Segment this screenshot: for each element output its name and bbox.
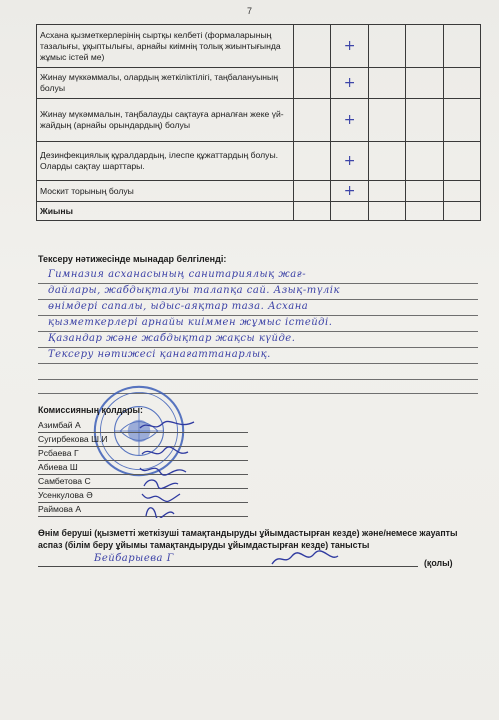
mark-cell — [330, 68, 368, 99]
commission-member: Самбетова С — [38, 476, 248, 489]
table-row — [37, 181, 481, 202]
empty-cell — [293, 68, 330, 99]
empty-cell — [406, 181, 443, 202]
commission-member: Азимбай А — [38, 420, 248, 433]
commission-member: Абиева Ш — [38, 462, 248, 475]
empty-cell — [369, 25, 406, 68]
empty-cell — [406, 202, 443, 221]
empty-cell — [330, 202, 368, 221]
ruled-line — [38, 283, 478, 284]
empty-cell — [406, 99, 443, 142]
empty-cell — [293, 181, 330, 202]
ruled-line — [38, 363, 478, 364]
producer-handwritten-name: Бейбарыева Г — [94, 553, 174, 564]
empty-cell — [406, 142, 443, 181]
empty-cell — [443, 142, 480, 181]
empty-cell — [443, 68, 480, 99]
signature-icon — [138, 504, 198, 518]
commission-heading: Комиссияның қолдары: — [38, 405, 143, 415]
mark-cell — [330, 99, 368, 142]
results-heading: Тексеру нәтижесінде мынадар белгіленді: — [38, 254, 227, 264]
criteria-table — [36, 24, 481, 221]
producer-signature-line — [38, 566, 418, 567]
ruled-line — [38, 315, 478, 316]
commission-member: Усенкулова Ә — [38, 490, 248, 503]
empty-cell — [443, 99, 480, 142]
plus-mark: + — [343, 37, 356, 54]
empty-cell — [369, 68, 406, 99]
handwritten-line: Гимназия асханасының санитариялық жағ- — [48, 269, 307, 280]
handwritten-line: дайлары, жабдықталуы талапқа сай. Азық-түлік — [48, 285, 340, 296]
empty-cell — [293, 202, 330, 221]
empty-cell — [369, 99, 406, 142]
empty-cell — [293, 25, 330, 68]
commission-member: Раймова А — [38, 504, 248, 517]
signature-label: (қолы) — [424, 558, 453, 568]
empty-cell — [293, 142, 330, 181]
empty-cell — [369, 202, 406, 221]
empty-cell — [293, 99, 330, 142]
empty-cell — [443, 202, 480, 221]
criteria-cell: Жинау мүккәммалы, олардың жеткіліктілігі, таңбалануының болуы — [37, 68, 294, 99]
commission-member: Рсбаева Г — [38, 448, 248, 461]
empty-cell — [443, 181, 480, 202]
empty-cell — [406, 68, 443, 99]
handwritten-line: өнімдері сапалы, ыдыс-аяқтар таза. Асхана — [48, 301, 309, 312]
plus-mark: + — [343, 111, 356, 128]
empty-cell — [369, 181, 406, 202]
ruled-line — [38, 299, 478, 300]
table-row — [37, 142, 481, 181]
table-row — [37, 68, 481, 99]
criteria-cell: Дезинфекциялық құралдардың, ілеспе құжаттардың болуы. Оларды сақтау шарттары. — [37, 142, 294, 181]
mark-cell — [330, 25, 368, 68]
signature-icon — [138, 446, 198, 460]
criteria-cell: Москит торының болуы — [37, 181, 294, 202]
criteria-cell: Жинау мүкәммалын, таңбалауды сақтауға арналған жеке үй-жайдың (арнайы орындардың) болуы — [37, 99, 294, 142]
page-number: 7 — [246, 6, 252, 16]
mark-cell — [330, 181, 368, 202]
signature-icon — [138, 490, 198, 504]
handwritten-line: қызметкерлері арнайы киіммен жұмыс істейді. — [48, 317, 333, 328]
mark-cell — [330, 142, 368, 181]
total-label: Жиыны — [37, 202, 294, 221]
handwritten-line: Қазандар және жабдықтар жақсы күйде. — [48, 333, 296, 344]
plus-mark: + — [343, 182, 356, 199]
producer-statement: Өнім беруші (қызметті жеткізуші тамақтандыруды ұйымдастырған кезде) және/немесе жауапты аспаз (білім беру ұйымы тамақтандыруды ұйымдастырған кезде) танысты — [38, 528, 458, 550]
empty-cell — [369, 142, 406, 181]
handwritten-line: Тексеру нәтижесі қанағаттанарлық. — [48, 349, 271, 360]
ruled-line — [38, 347, 478, 348]
table-row — [37, 25, 481, 68]
ruled-line — [38, 331, 478, 332]
empty-cell — [443, 25, 480, 68]
plus-mark: + — [343, 74, 356, 91]
signature-icon — [138, 462, 198, 476]
signature-icon — [138, 418, 198, 432]
commission-member: Сугирбекова Ш.И — [38, 434, 248, 447]
criteria-cell: Асхана қызметкерлерінің сыртқы келбеті (формаларының тазалығы, ұқыптылығы, арнайы киімнің толық жиынтығында жұмыс істей ме) — [37, 25, 294, 68]
empty-cell — [406, 25, 443, 68]
table-row — [37, 202, 481, 221]
ruled-line — [38, 379, 478, 380]
signature-icon — [138, 476, 198, 490]
table-row — [37, 99, 481, 142]
plus-mark: + — [343, 152, 356, 169]
